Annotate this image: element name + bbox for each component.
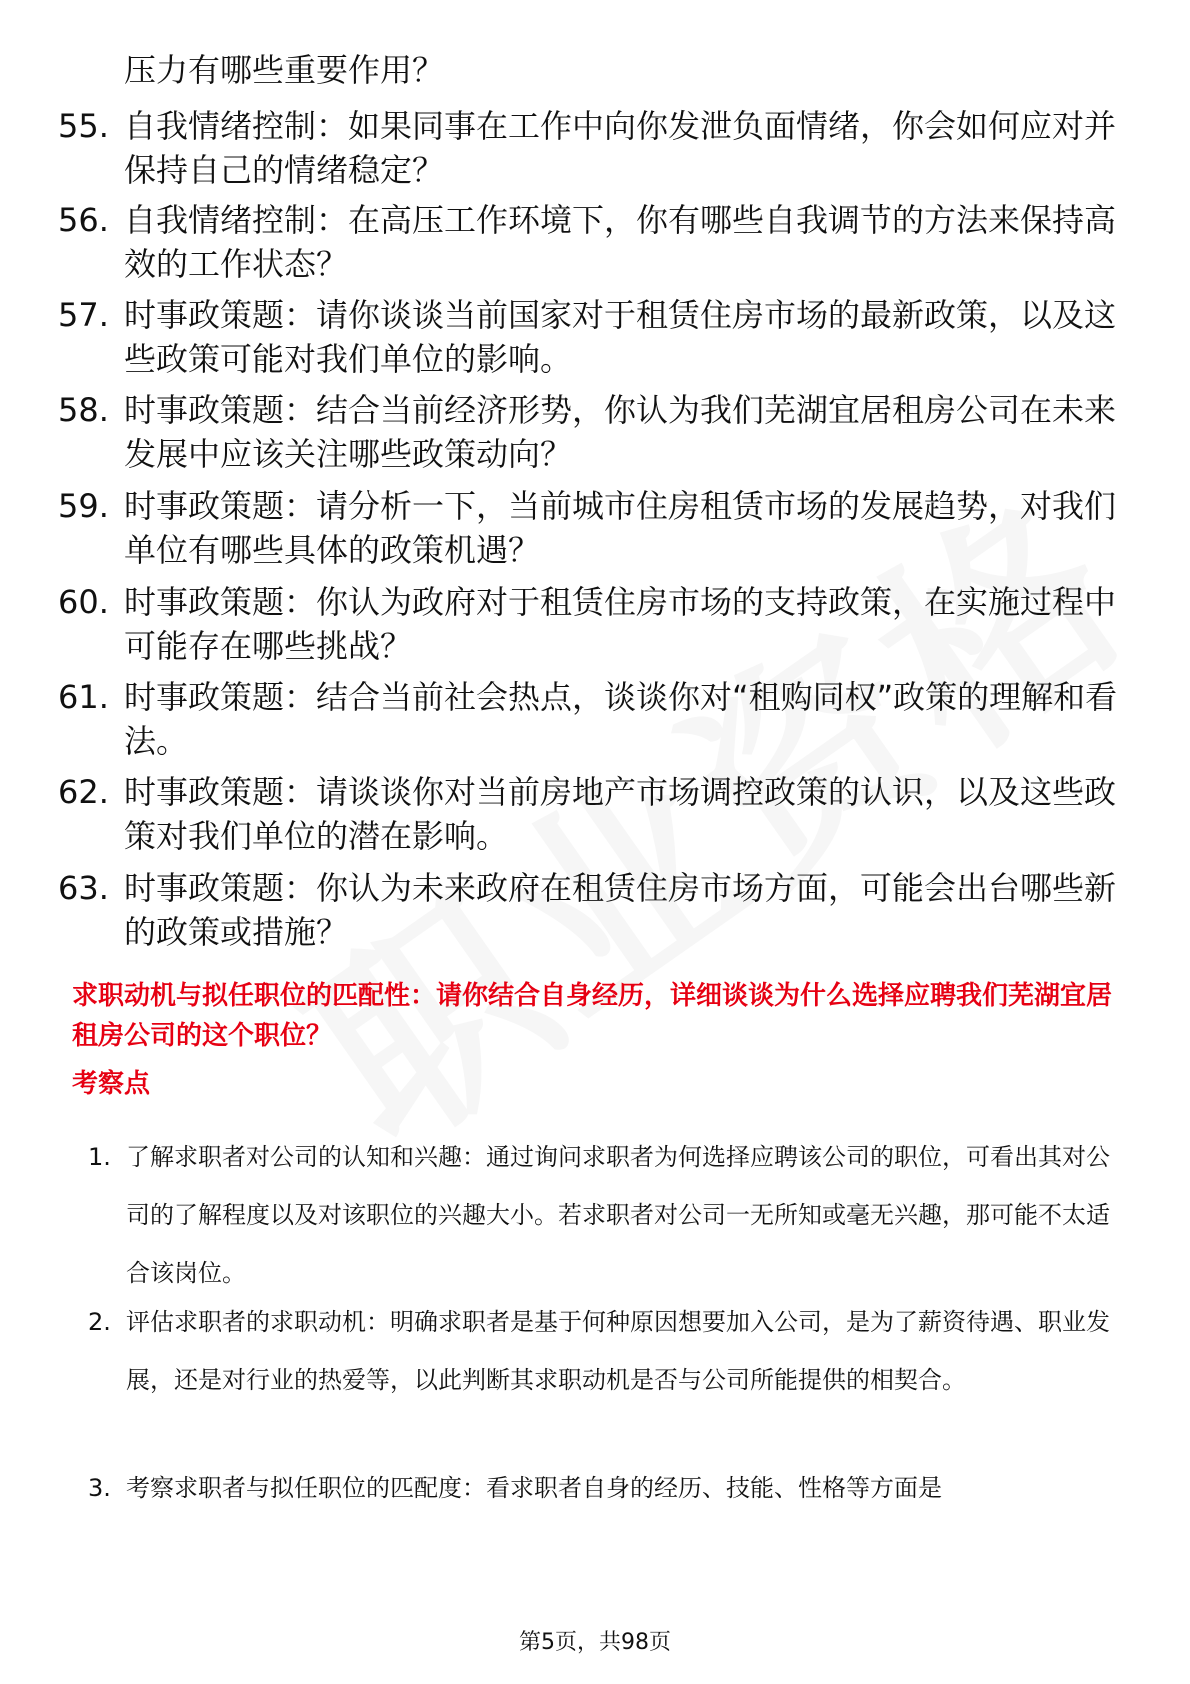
question-number: 56. [58, 201, 109, 239]
point-item-3 [88, 1459, 1128, 1517]
question-text: 自我情绪控制：在高压工作环境下，你有哪些自我调节的方法来保持高效的工作状态？ [124, 201, 1117, 283]
question-item-55 [58, 104, 1118, 192]
page-footer: 第5页，共98页 [519, 1630, 671, 1655]
question-item-60 [58, 580, 1118, 668]
question-number: 57. [58, 296, 109, 334]
question-number: 62. [58, 773, 109, 811]
continued-question-line: 压力有哪些重要作用？ [124, 51, 445, 89]
question-item-59 [58, 484, 1118, 572]
question-number: 55. [58, 107, 109, 145]
question-text: 时事政策题：请你谈谈当前国家对于租赁住房市场的最新政策，以及这些政策可能对我们单位的影响。 [124, 296, 1117, 378]
question-text: 时事政策题：结合当前社会热点，谈谈你对“租购同权”政策的理解和看法。 [124, 678, 1118, 760]
question-item-61 [58, 675, 1118, 763]
point-text: 评估求职者的求职动机：明确求职者是基于何种原因想要加入公司，是为了薪资待遇、职业发展，还是对行业的热爱等，以此判断其求职动机是否与公司所能提供的相契合。 [126, 1308, 1110, 1394]
point-text: 考察求职者与拟任职位的匹配度：看求职者自身的经历、技能、性格等方面是 [126, 1474, 942, 1502]
question-item-62 [58, 770, 1118, 858]
question-text: 时事政策题：请分析一下，当前城市住房租赁市场的发展趋势，对我们单位有哪些具体的政策机遇？ [124, 487, 1117, 569]
question-item-56 [58, 198, 1118, 286]
question-number: 61. [58, 678, 109, 716]
point-number: 2. [88, 1308, 111, 1336]
question-text: 时事政策题：你认为政府对于租赁住房市场的支持政策，在实施过程中可能存在哪些挑战？ [124, 583, 1117, 665]
point-item-1 [88, 1128, 1128, 1302]
point-item-2 [88, 1293, 1128, 1409]
question-text: 时事政策题：你认为未来政府在租赁住房市场方面，可能会出台哪些新的政策或措施？ [124, 869, 1117, 951]
question-number: 60. [58, 583, 109, 621]
question-text: 自我情绪控制：如果同事在工作中向你发泄负面情绪，你会如何应对并保持自己的情绪稳定？ [124, 107, 1117, 189]
question-text: 时事政策题：结合当前经济形势，你认为我们芜湖宜居租房公司在未来发展中应该关注哪些政策动向？ [124, 391, 1117, 473]
point-number: 1. [88, 1143, 111, 1171]
section-heading: 求职动机与拟任职位的匹配性：请你结合自身经历，详细谈谈为什么选择应聘我们芜湖宜居租房公司的这个职位？ [72, 981, 1113, 1051]
question-number: 59. [58, 487, 109, 525]
question-item-58 [58, 388, 1118, 476]
question-item-63 [58, 866, 1118, 954]
question-number: 58. [58, 391, 109, 429]
question-text: 时事政策题：请谈谈你对当前房地产市场调控政策的认识，以及这些政策对我们单位的潜在影响。 [124, 773, 1117, 855]
point-text: 了解求职者对公司的认知和兴趣：通过询问求职者为何选择应聘该公司的职位，可看出其对公司的了解程度以及对该职位的兴趣大小。若求职者对公司一无所知或毫无兴趣，那可能不太适合该岗位。 [126, 1143, 1110, 1287]
points-heading: 考察点 [72, 1069, 151, 1099]
question-item-57 [58, 293, 1118, 381]
point-number: 3. [88, 1474, 111, 1502]
question-number: 63. [58, 869, 109, 907]
